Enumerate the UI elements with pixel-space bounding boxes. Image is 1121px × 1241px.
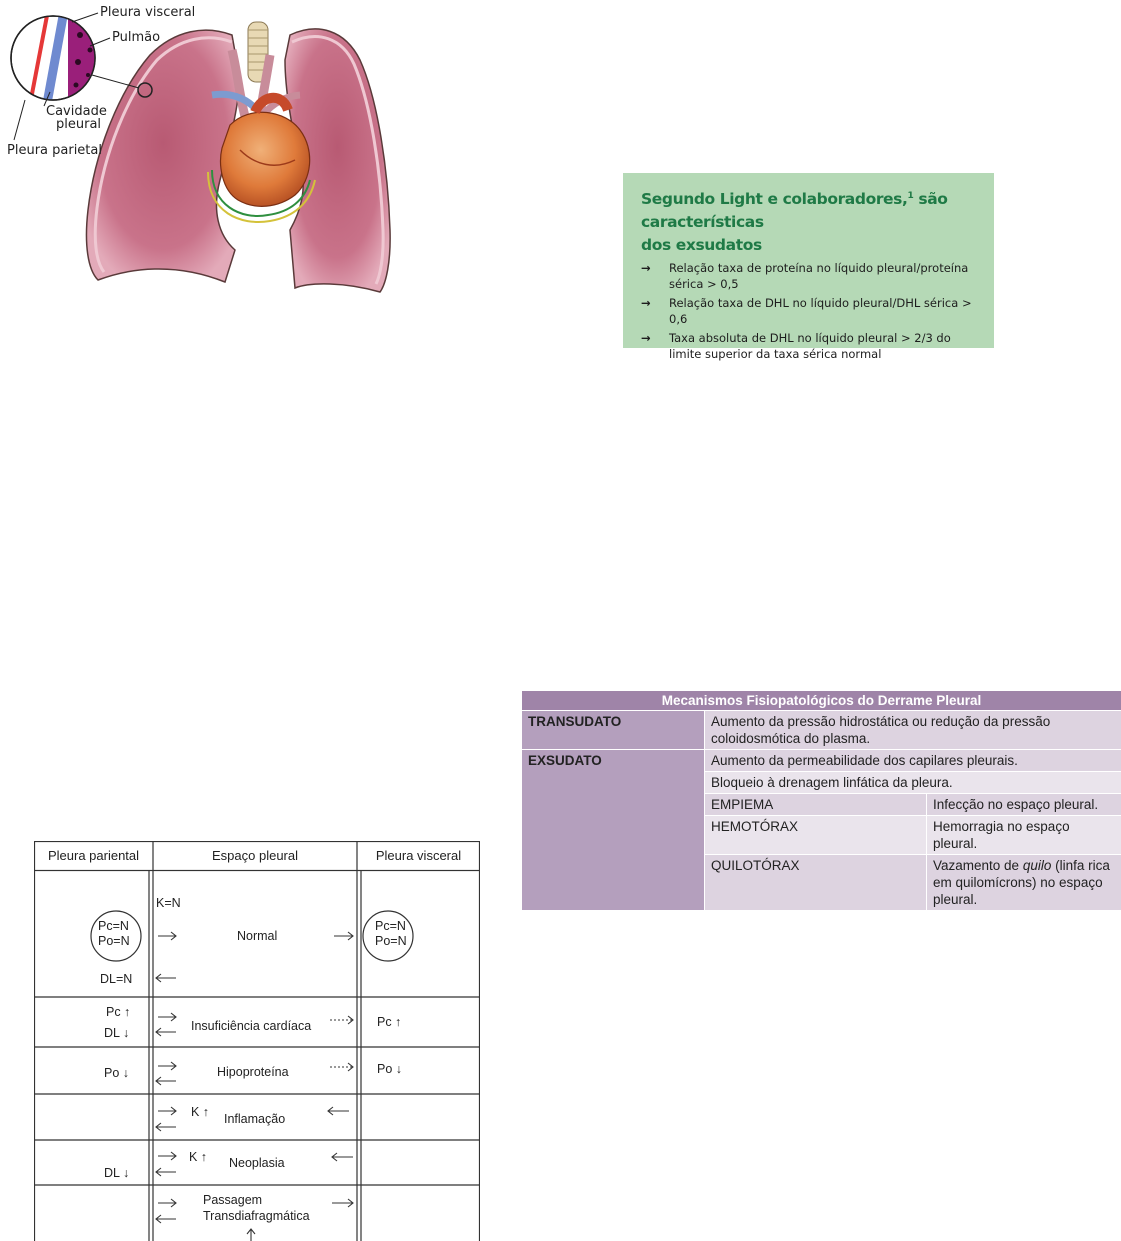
light-title-part2: são características xyxy=(641,190,948,232)
normal-po-left: Po=N xyxy=(98,934,130,948)
light-title-citation: 1 xyxy=(907,191,914,201)
criteria-text: Relação taxa de proteína no líquido pleural/proteína sérica > 0,5 xyxy=(669,261,969,292)
ic-dl: DL ↓ xyxy=(104,1026,130,1040)
row-label-exsudato: EXSUDATO xyxy=(522,750,705,911)
hipo-po: Po ↓ xyxy=(104,1066,130,1080)
header-pleura-parietal: Pleura pariental xyxy=(47,848,140,863)
arrow-icon: → xyxy=(641,261,651,276)
desc-quilotorax-pre: Vazamento de xyxy=(933,858,1023,873)
heart xyxy=(221,112,310,206)
ic-label: Insuficiência cardíaca xyxy=(191,1019,312,1033)
normal-k: K=N xyxy=(156,896,181,910)
criteria-item xyxy=(641,330,980,362)
type-empiema: EMPIEMA xyxy=(705,794,927,816)
normal-pc-right: Pc=N xyxy=(375,919,406,933)
ic-pc: Pc ↑ xyxy=(106,1005,131,1019)
exsudato-desc1: Aumento da permeabilidade dos capilares pleurais. xyxy=(705,750,1121,772)
row-label-transudato: TRANSUDATO xyxy=(522,711,705,750)
neo-dl: DL ↓ xyxy=(104,1166,130,1180)
pleural-diagram-grid xyxy=(34,841,480,1241)
passagem-line1: Passagem xyxy=(203,1193,263,1207)
label-pleura-parietal: Pleura parietal xyxy=(7,143,102,158)
neo-k: K ↑ xyxy=(189,1150,208,1164)
pleural-space-diagram xyxy=(34,841,480,1241)
inflam-label: Inflamação xyxy=(224,1112,286,1126)
type-quilotorax: QUILOTÓRAX xyxy=(705,855,927,911)
passagem-line2: Transdiafragmática xyxy=(203,1209,310,1223)
label-pulmao: Pulmão xyxy=(112,30,161,45)
criteria-text: Taxa absoluta de DHL no líquido pleural > 2/3 do limite superior da taxa sérica normal xyxy=(669,331,951,362)
normal-label: Normal xyxy=(237,929,278,943)
normal-dl: DL=N xyxy=(100,972,133,986)
exsudato-desc2: Bloqueio à drenagem linfática da pleura. xyxy=(705,772,1121,794)
label-cavidade: Cavidade xyxy=(46,104,107,119)
hipo-label: Hipoproteína xyxy=(217,1065,289,1079)
neo-label: Neoplasia xyxy=(229,1156,285,1170)
desc-quilotorax-post: (linfa rica em quilomícrons) no espaço pleural. xyxy=(933,858,1110,907)
criteria-item xyxy=(641,260,980,292)
arrow-icon: → xyxy=(641,296,651,311)
mechanisms-table xyxy=(521,690,1121,911)
ic-right: Pc ↑ xyxy=(377,1015,402,1029)
type-hemotorax: HEMOTÓRAX xyxy=(705,816,927,855)
header-espaco-pleural: Espaço pleural xyxy=(212,848,298,863)
normal-po-right: Po=N xyxy=(375,934,407,948)
header-pleura-visceral: Pleura visceral xyxy=(375,848,462,863)
light-title xyxy=(641,185,980,257)
light-criteria-box xyxy=(623,173,994,362)
transudato-desc: Aumento da pressão hidrostática ou redução da pressão coloidosmótica do plasma. xyxy=(705,711,1121,750)
desc-quilotorax-em: quilo xyxy=(1022,858,1052,873)
desc-quilotorax xyxy=(927,855,1121,911)
table-title: Mecanismos Fisiopatológicos do Derrame Pleural xyxy=(522,691,1121,711)
light-title-part1: Segundo Light e colaboradores, xyxy=(641,190,908,209)
label-pleura-visceral: Pleura visceral xyxy=(100,5,196,20)
lung-pleura-figure xyxy=(0,0,400,300)
inflam-k: K ↑ xyxy=(191,1105,210,1119)
arrow-icon: → xyxy=(641,331,651,346)
criteria-text: Relação taxa de DHL no líquido pleural/DHL sérica > 0,6 xyxy=(669,296,972,327)
hipo-right: Po ↓ xyxy=(377,1062,403,1076)
label-pleural: pleural xyxy=(56,117,102,132)
criteria-item xyxy=(641,295,980,327)
normal-pc-left: Pc=N xyxy=(98,919,129,933)
desc-empiema: Infecção no espaço pleural. xyxy=(927,794,1121,816)
light-title-line2: dos exsudatos xyxy=(641,236,762,255)
desc-hemotorax: Hemorragia no espaço pleural. xyxy=(927,816,1121,855)
